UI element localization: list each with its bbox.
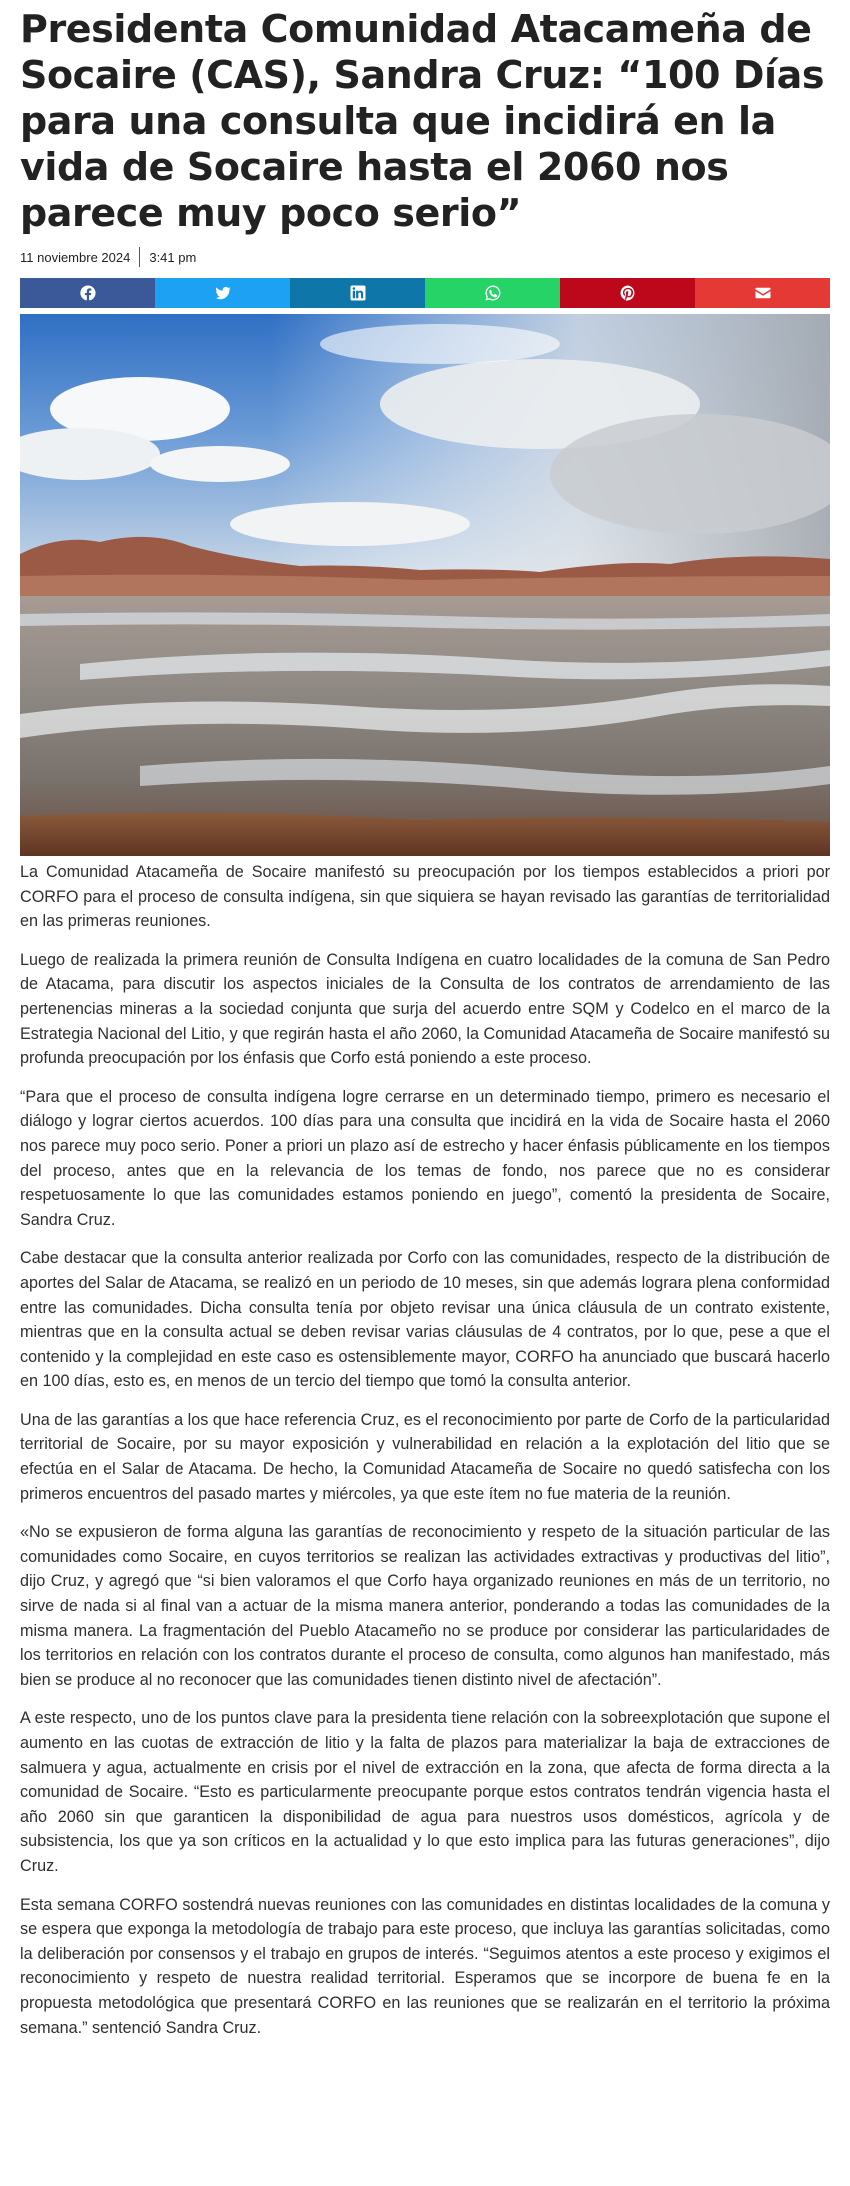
share-pinterest-button[interactable] — [560, 278, 695, 308]
publish-time: 3:41 pm — [149, 249, 197, 265]
article-paragraph: Esta semana CORFO sostendrá nuevas reuniones con las comunidades en distintas localidades de la comuna y se espera que exponga la metodología de trabajo para este proceso, que incluya las garantías solicitadas, como la deliberación por consensos y el trabajo en grupos de interés. “Seguimos atentos a este proceso y exigimos el reconocimiento y respeto de nuestra realidad territorial. Esperamos que se incorpore de buena fe en la propuesta metodológica que presentará CORFO en las reuniones que se realizarán en el territorio la próxima semana.” sentenció Sandra Cruz. — [20, 1895, 830, 2037]
share-facebook-button[interactable] — [20, 278, 155, 308]
share-whatsapp-button[interactable] — [425, 278, 560, 308]
hero-image-salar-landscape — [20, 314, 830, 856]
cloud — [230, 502, 470, 546]
article-paragraph: Luego de realizada la primera reunión de Consulta Indígena en cuatro localidades de la comuna de San Pedro de Atacama, para discutir los aspectos iniciales de la Consulta de los contratos de arrendamiento de las pertenencias mineras a la sociedad conjunta que surja del acuerdo entre SQM y Codelco en el marco de la Estrategia Nacional del Litio, y que regirán hasta el año 2060, la Comunidad Atacameña de Socaire manifestó su profunda preocupación por los énfasis que Corfo está poniendo a este proceso. — [20, 950, 830, 1068]
share-twitter-button[interactable] — [155, 278, 290, 308]
share-linkedin-button[interactable] — [290, 278, 425, 308]
envelope-icon — [754, 284, 772, 302]
meta-divider — [139, 247, 140, 267]
facebook-icon — [79, 284, 97, 302]
article-paragraph: Cabe destacar que la consulta anterior realizada por Corfo con las comunidades, respecto de la distribución de aportes del Salar de Atacama, se realizó en un periodo de 10 meses, sin que además lograra plena conformidad entre las comunidades. Dicha consulta tenía por objeto revisar una única cláusula de un contrato existente, mientras que en la consulta actual se deben revisar varias cláusulas de 4 contratos, por lo que, pese a que el contenido y la complejidad en este caso es ostensiblemente mayor, CORFO ha anunciado que buscará hacerlo en 100 días, esto es, en menos de un tercio del tiempo que tomó la consulta anterior. — [20, 1249, 830, 1391]
cloud — [320, 324, 560, 364]
share-email-button[interactable] — [695, 278, 830, 308]
article-paragraph: “Para que el proceso de consulta indígena logre cerrarse en un determinado tiempo, primero es necesario el diálogo y lograr ciertos acuerdos. 100 días para una consulta que incidirá en la vida de Socaire hasta el 2060 nos parece muy poco serio. Poner a priori un plazo así de estrecho y hacer énfasis públicamente en los tiempos del proceso, antes que en la relevancia de los temas de fondo, nos parece que no es considerar respetuosamente lo que las comunidades estamos poniendo en juego”, comentó la presidenta de Socaire, Sandra Cruz. — [20, 1087, 830, 1229]
whatsapp-icon — [484, 284, 502, 302]
article-paragraph: La Comunidad Atacameña de Socaire manifestó su preocupación por los tiempos establecidos a priori por CORFO para el proceso de consulta indígena, sin que siquiera se hayan revisado las garantías de territorialidad en las primeras reuniones. — [20, 863, 830, 931]
article-body — [20, 860, 830, 2040]
article-paragraph: Una de las garantías a los que hace referencia Cruz, es el reconocimiento por parte de Corfo de la particularidad territorial de Socaire, por su mayor exposición y vulnerabilidad en relación a la explotación del litio que se efectúa en el Salar de Atacama. De hecho, la Comunidad Atacameña de Socaire no quedó satisfecha con los primeros encuentros del pasado martes y miércoles, ya que este ítem no fue materia de la reunión. — [20, 1410, 830, 1503]
article-paragraph: A este respecto, uno de los puntos clave para la presidenta tiene relación con la sobreexplotación que supone el aumento en las cuotas de extracción de litio y la falta de plazos para materializar la baja de extracciones de salmuera y agua, actualmente en crisis por el nivel de extracción en la zona, que afecta de forma directa a la comunidad de Socaire. “Esto es particularmente preocupante porque estos contratos tendrán vigencia hasta el año 2060 sin que garanticen la disponibilidad de agua para nuestros usos domésticos, agrícola y de subsistencia, los que ya son críticos en la actualidad y lo que esto implica para las futuras generaciones”, dijo Cruz. — [20, 1709, 830, 1875]
article-meta — [20, 246, 830, 268]
share-bar — [20, 278, 830, 308]
publish-date: 11 noviembre 2024 — [20, 249, 131, 265]
pinterest-icon — [619, 284, 637, 302]
twitter-icon — [214, 284, 232, 302]
cloud — [150, 446, 290, 482]
linkedin-icon — [349, 284, 367, 302]
article-title: Presidenta Comunidad Atacameña de Socaire (CAS), Sandra Cruz: “100 Días para una consulta que incidirá en la vida de Socaire hasta el 2060 nos parece muy poco serio” — [20, 7, 825, 235]
article-paragraph: «No se expusieron de forma alguna las garantías de reconocimiento y respeto de la situación particular de las comunidades como Socaire, en cuyos territorios se realizan las actividades extractivas y productivas del litio”, dijo Cruz, y agregó que “si bien valoramos el que Corfo haya organizado reuniones en más de un territorio, no sirve de nada si al final van a actuar de la misma manera anterior, ponderando a todas las comunidades de la misma manera. La fragmentación del Pueblo Atacameño no se produce por considerar las particularidades de los territorios en relación con los contratos durante el proceso de consulta, como algunos han manifestado, más bien se produce al no reconocer que las comunidades tienen distinto nivel de afectación”. — [20, 1523, 830, 1689]
